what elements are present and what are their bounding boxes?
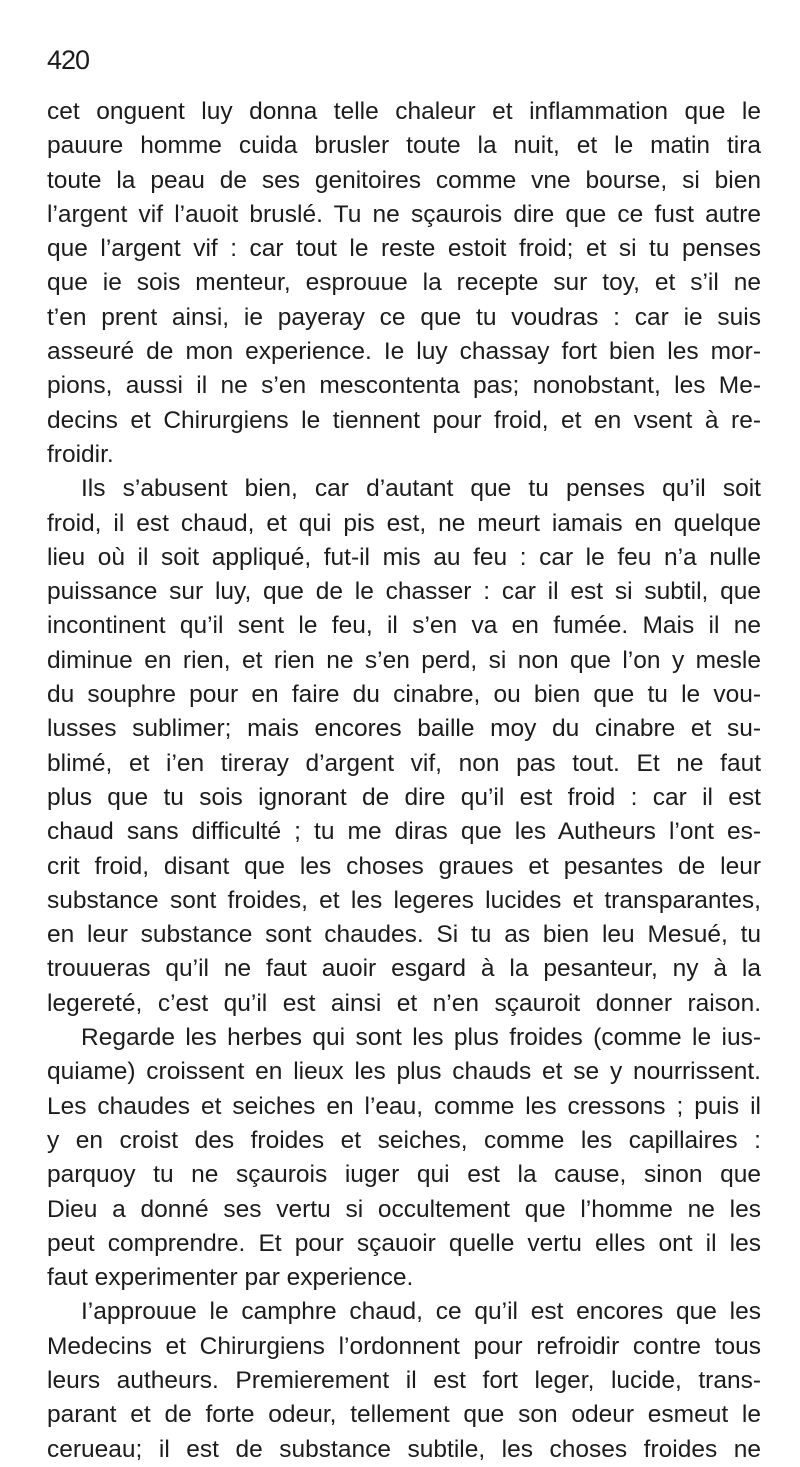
text-line: l’argent vif l’auoit bruslé. Tu ne sçaurois dire que ce fust autre: [47, 200, 761, 228]
text-line: puissance sur luy, que de le chasser : car il est si subtil, que: [47, 578, 761, 606]
text-line: cet onguent luy donna telle chaleur et inflammation que le: [47, 98, 761, 125]
text-line: quiame) croissent en lieux les plus chauds et se y nourrissent.: [47, 1058, 761, 1086]
text-line: cerueau; il est de substance subtile, les choses froides ne: [47, 1435, 761, 1463]
text-line: Dieu a donné ses vertu si occultement que l’homme ne les: [47, 1195, 761, 1223]
text-line: toute la peau de ses genitoires comme vne bourse, si bien: [47, 166, 761, 194]
text-line: en leur substance sont chaudes. Si tu as bien leu Mesué, tu: [47, 921, 761, 949]
text-line: asseuré de mon experience. Ie luy chassay fort bien les mor-: [47, 338, 761, 366]
text-line: Les chaudes et seiches en l’eau, comme les cressons ; puis il: [47, 1092, 761, 1120]
text-line: blimé, et i’en tireray d’argent vif, non pas tout. Et ne faut: [47, 749, 761, 777]
text-line: t’en prent ainsi, ie payeray ce que tu voudras : car ie suis: [47, 303, 761, 331]
text-line: Regarde les herbes qui sont les plus froides (comme le ius-: [81, 1024, 761, 1052]
text-line: pions, aussi il ne s’en mescontenta pas; nonobstant, les Me-: [47, 372, 761, 400]
text-line: leurs autheurs. Premierement il est fort leger, lucide, trans-: [47, 1366, 761, 1394]
text-line: que l’argent vif : car tout le reste estoit froid; et si tu penses: [47, 235, 761, 263]
text-line: crit froid, disant que les choses graues et pesantes de leur: [47, 852, 761, 880]
text-line: parquoy tu ne sçaurois iuger qui est la cause, sinon que: [47, 1161, 761, 1189]
text-line: peut comprendre. Et pour sçauoir quelle vertu elles ont il les: [47, 1229, 761, 1257]
page-number: 420: [47, 45, 90, 75]
text-line: faut experimenter par experience.: [47, 1264, 414, 1292]
text-line: froidir.: [47, 440, 114, 468]
text-line: parant et de forte odeur, tellement que son odeur esmeut le: [47, 1401, 761, 1429]
text-line: que ie sois menteur, esprouue la recepte sur toy, et s’il ne: [47, 269, 761, 297]
text-line: decins et Chirurgiens le tiennent pour froid, et en vsent à re-: [47, 406, 761, 434]
text-line: Ils s’abusent bien, car d’autant que tu penses qu’il soit: [81, 475, 761, 503]
body-text: [47, 95, 761, 1467]
text-line: I’approuue le camphre chaud, ce qu’il est encores que les: [81, 1298, 761, 1326]
text-line: chaud sans difficulté ; tu me diras que les Autheurs l’ont es-: [47, 818, 761, 846]
text-line: lusses sublimer; mais encores baille moy du cinabre et su-: [47, 715, 761, 743]
text-line: froid, il est chaud, et qui pis est, ne meurt iamais en quelque: [47, 509, 761, 537]
text-line: y en croist des froides et seiches, comme les capillaires :: [47, 1126, 761, 1154]
text-line: du souphre pour en faire du cinabre, ou bien que tu le vou-: [47, 681, 761, 709]
text-line: substance sont froides, et les legeres lucides et transparantes,: [47, 886, 761, 914]
text-line: incontinent qu’il sent le feu, il s’en va en fumée. Mais il ne: [47, 612, 761, 640]
text-line: Medecins et Chirurgiens l’ordonnent pour refroidir contre tous: [47, 1332, 761, 1360]
text-line: trouueras qu’il ne faut auoir esgard à la pesanteur, ny à la: [47, 955, 761, 983]
text-line: plus que tu sois ignorant de dire qu’il est froid : car il est: [47, 783, 761, 811]
text-line: lieu où il soit appliqué, fut-il mis au feu : car le feu n’a nulle: [47, 543, 761, 571]
text-line: legereté, c’est qu’il est ainsi et n’en sçauroit donner raison.: [47, 989, 761, 1017]
text-line: diminue en rien, et rien ne s’en perd, si non que l’on y mesle: [47, 646, 761, 674]
text-line: pauure homme cuida brusler toute la nuit, et le matin tira: [47, 132, 761, 160]
